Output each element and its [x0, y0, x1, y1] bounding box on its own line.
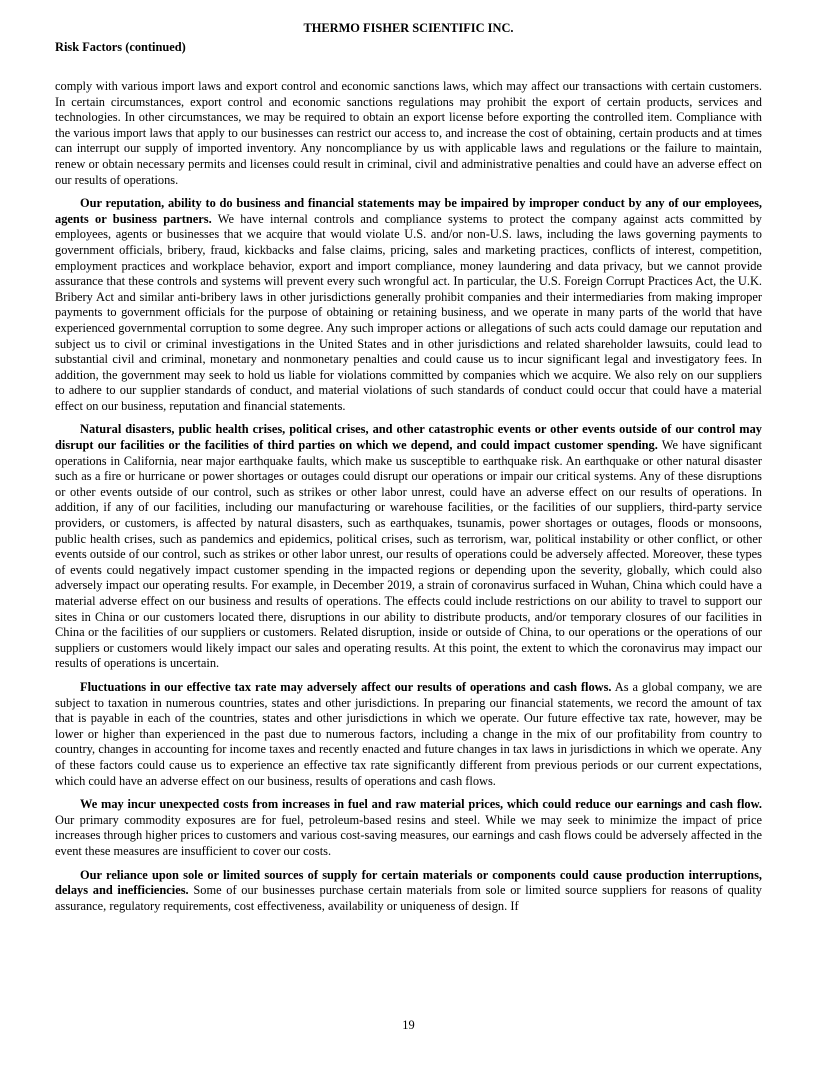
- paragraph-text: As a global company, we are subject to taxation in numerous countries, states and other jurisdictions. In preparing our financial statements, we record the amount of tax that is payable in each of the countries, states and other jurisdictions in which we operate. Our future effective tax rate, however, may be lower or higher than experienced in the past due to numerous factors, including a change in the mix of our profitability from country to country, changes in accounting for income taxes and recently enacted and future changes in tax laws in jurisdictions in which we operate. Any of these factors could cause us to experience an effective tax rate significantly different from previous periods or our current expectations, which could have an adverse effect on our business, results of operations and cash flows.: [55, 679, 762, 788]
- paragraph: [55, 79, 762, 188]
- paragraph-heading: Our reliance upon sole or limited sources of supply for certain materials or components could cause production interruptions, delays and inefficiencies.: [55, 867, 762, 898]
- paragraph-text: Some of our businesses purchase certain materials from sole or limited source suppliers for reasons of quality assurance, regulatory requirements, cost effectiveness, availability or uniqueness of design. If: [55, 883, 762, 913]
- paragraph: [55, 797, 762, 859]
- page-number: 19: [402, 1018, 415, 1032]
- paragraph: [55, 422, 762, 672]
- company-name: THERMO FISHER SCIENTIFIC INC.: [303, 21, 514, 35]
- paragraph-text: We have internal controls and compliance systems to protect the company against acts committed by employees, agents or businesses that we acquire that would violate U.S. and/or non-U.S. laws, including the laws governing payments to government officials, bribery, fraud, kickbacks and false claims, pricing, sales and marketing practices, conflicts of interest, competition, employment practices and workplace behavior, export and import compliance, money laundering and data privacy, but we cannot provide assurance that these controls and systems will prevent every such wrongful act. In particular, the U.S. Foreign Corrupt Practices Act, the U.K. Bribery Act and similar anti-bribery laws in other jurisdictions generally prohibit companies and their intermediaries from making improper payments to government officials for the purpose of obtaining or retaining business, and we operate in many parts of the world that have experienced governmental corruption to some degree. Any such improper actions or allegations of such acts could damage our reputation and subject us to civil or criminal investigations in the United States and in other jurisdictions and related shareholder lawsuits, could lead to substantial civil and criminal, monetary and nonmonetary penalties and could cause us to incur significant legal and investigatory fees. In addition, the government may seek to hold us liable for violations committed by companies which we acquire. We also rely on our suppliers to adhere to our supplier standards of conduct, and material violations of such standards of conduct could occur that could have a material effect on our business, reputation and financial statements.: [55, 211, 762, 413]
- paragraph: [55, 196, 762, 414]
- paragraph-heading: Our reputation, ability to do business and financial statements may be impaired by improper conduct by any of our employees, agents or business partners.: [55, 196, 762, 226]
- section-title: Risk Factors (continued): [55, 40, 186, 54]
- paragraph-heading: Fluctuations in our effective tax rate may adversely affect our results of operations and cash flows.: [80, 679, 612, 694]
- paragraph-text: comply with various import laws and export control and economic sanctions laws, which may affect our transactions with certain customers. In certain circumstances, export control and economic sanctions regulations may prohibit the export of certain products, services and technologies. In other circumstances, we may be required to obtain an export license before exporting the controlled item. Compliance with the various import laws that apply to our businesses can restrict our access to, and increase the cost of obtaining, certain products and at times can interrupt our supply of imported inventory. Any noncompliance by us with applicable laws and regulations or the failure to maintain, renew or obtain necessary permits and licenses could result in criminal, civil and administrative penalties and could have an adverse effect on our results of operations.: [55, 79, 762, 187]
- paragraph-heading: We may incur unexpected costs from increases in fuel and raw material prices, which could reduce our earnings and cash flow.: [80, 797, 762, 812]
- paragraph: [55, 680, 762, 789]
- paragraph: [55, 868, 762, 915]
- body-text: [55, 79, 762, 922]
- paragraph-heading: Natural disasters, public health crises, political crises, and other catastrophic events or other events outside of our control may disrupt our facilities or the facilities of third parties on which we depend, and could impact customer spending.: [55, 422, 762, 453]
- paragraph-text: Our primary commodity exposures are for fuel, petroleum-based resins and steel. While we may seek to minimize the impact of price increases through higher prices to customers and various cost-saving measures, our earnings and cash flows could be adversely affected in the event these measures are insufficient to cover our costs.: [55, 812, 762, 858]
- paragraph-text: We have significant operations in California, near major earthquake faults, which make us susceptible to earthquake risk. An earthquake or other natural disaster such as a fire or hurricane or power shortages or outages could disrupt our operations or impair our critical systems. Any of these disruptions or other events outside of our control, such as strikes or other labor unrest, could have an adverse effect on our results of operations. In addition, if any of our facilities, including our manufacturing or warehouse facilities, or the facilities of our suppliers, third-party service providers, or customers, is affected by natural disasters, such as earthquakes, tsunamis, power shortages or outages, floods or monsoons, public health crises, such as pandemics and epidemics, political crises, such as terrorism, war, political instability or other conflict, or other events outside of our control, such as strikes or other labor unrest, our results of operations could be adversely affected. Moreover, these types of events could negatively impact customer spending in the impacted regions or depending upon the severity, globally, which could also adversely impact our operating results. For example, in December 2019, a strain of coronavirus surfaced in Wuhan, China which could have a material adverse effect on our business and results of operations. The effects could include restrictions on our ability to travel to support our sites in China or our customers located there, disruptions in our ability to distribute products, and/or temporary closures of our facilities in China or the facilities of our suppliers or customers. Related disruption, inside or outside of China, to our operations or the operations of our suppliers or customers would likely impact our sales and operating results. At this point, the extent to which the coronavirus may impact our results of operations is uncertain.: [55, 438, 762, 671]
